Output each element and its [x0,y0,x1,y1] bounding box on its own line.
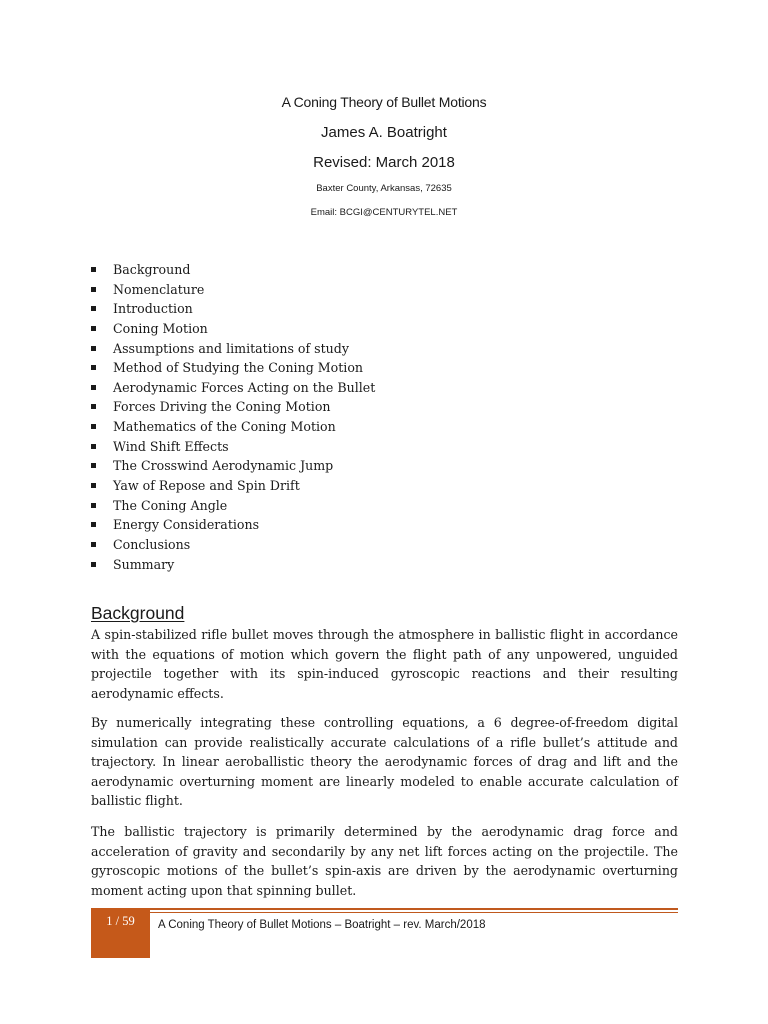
toc-item [91,339,375,359]
toc-item-label: The Crosswind Aerodynamic Jump [113,458,334,474]
square-bullet-icon [91,287,96,292]
author-name: James A. Boatright [321,124,447,141]
square-bullet-icon [91,346,96,351]
toc-item [91,496,375,516]
square-bullet-icon [91,483,96,488]
toc-item [91,515,375,535]
square-bullet-icon [91,503,96,508]
toc-item [91,437,375,457]
toc-item-label: Energy Considerations [113,517,260,533]
body-paragraph: The ballistic trajectory is primarily determined by the aerodynamic drag force and acceleration of gravity and secondarily by any net lift forces acting on the projectile. The gyroscopic motions of the bullet’s spin-axis are driven by the aerodynamic overturning moment acting upon that spinning bullet. [91,824,678,898]
toc-item [91,535,375,555]
toc-item-label: Aerodynamic Forces Acting on the Bullet [113,379,376,395]
document-title: A Coning Theory of Bullet Motions [281,94,487,110]
toc-item [91,319,375,339]
square-bullet-icon [91,522,96,527]
running-footer: A Coning Theory of Bullet Motions – Boatright – rev. March/2018 [158,919,486,931]
toc-item-label: Coning Motion [113,320,208,336]
footer-divider [150,908,678,910]
toc-item-label: The Coning Angle [113,497,228,513]
square-bullet-icon [91,444,96,449]
toc-item-label: Yaw of Repose and Spin Drift [113,478,300,494]
square-bullet-icon [91,306,96,311]
table-of-contents [91,260,375,574]
author-location: Baxter County, Arkansas, 72635 [316,183,452,194]
square-bullet-icon [91,385,96,390]
square-bullet-icon [91,326,96,331]
toc-item [91,456,375,476]
square-bullet-icon [91,267,96,272]
toc-item [91,358,375,378]
revision-date: Revised: March 2018 [313,154,455,171]
toc-item-label: Method of Studying the Coning Motion [113,360,364,376]
toc-item [91,476,375,496]
toc-item-label: Introduction [113,301,193,317]
toc-item [91,378,375,398]
square-bullet-icon [91,562,96,567]
square-bullet-icon [91,424,96,429]
body-paragraph: By numerically integrating these controlling equations, a 6 degree-of-freedom digital simulation can provide realistically accurate calculations of a rifle bullet’s attitude and trajectory. In linear aeroballistic theory the aerodynamic forces of drag and lift and the aerodynamic overturning moment are linearly modeled to enable accurate calculation of ballistic flight. [91,715,678,809]
square-bullet-icon [91,542,96,547]
toc-item [91,299,375,319]
toc-item [91,555,375,575]
page-number: 1 / 59 [106,914,135,928]
author-email: Email: BCGI@CENTURYTEL.NET [310,207,458,218]
toc-item-label: Summary [113,556,175,572]
toc-item-label: Wind Shift Effects [113,438,229,454]
toc-item-label: Nomenclature [113,281,205,297]
toc-item-label: Forces Driving the Coning Motion [113,399,331,415]
toc-item-label: Assumptions and limitations of study [113,340,349,356]
toc-item [91,397,375,417]
body-paragraph: A spin-stabilized rifle bullet moves through the atmosphere in ballistic flight in accordance with the equations of motion which govern the flight path of any unpowered, unguided projectile together with its spin-induced gyroscopic reactions and their resulting aerodynamic effects. [91,627,678,701]
square-bullet-icon [91,404,96,409]
toc-item-label: Mathematics of the Coning Motion [113,419,336,435]
toc-item [91,417,375,437]
toc-item-label: Background [113,262,191,277]
footer-divider [150,912,678,913]
square-bullet-icon [91,365,96,370]
section-heading: Background [91,603,185,623]
toc-item [91,280,375,300]
toc-item-label: Conclusions [113,536,191,552]
square-bullet-icon [91,463,96,468]
toc-item [91,260,375,280]
